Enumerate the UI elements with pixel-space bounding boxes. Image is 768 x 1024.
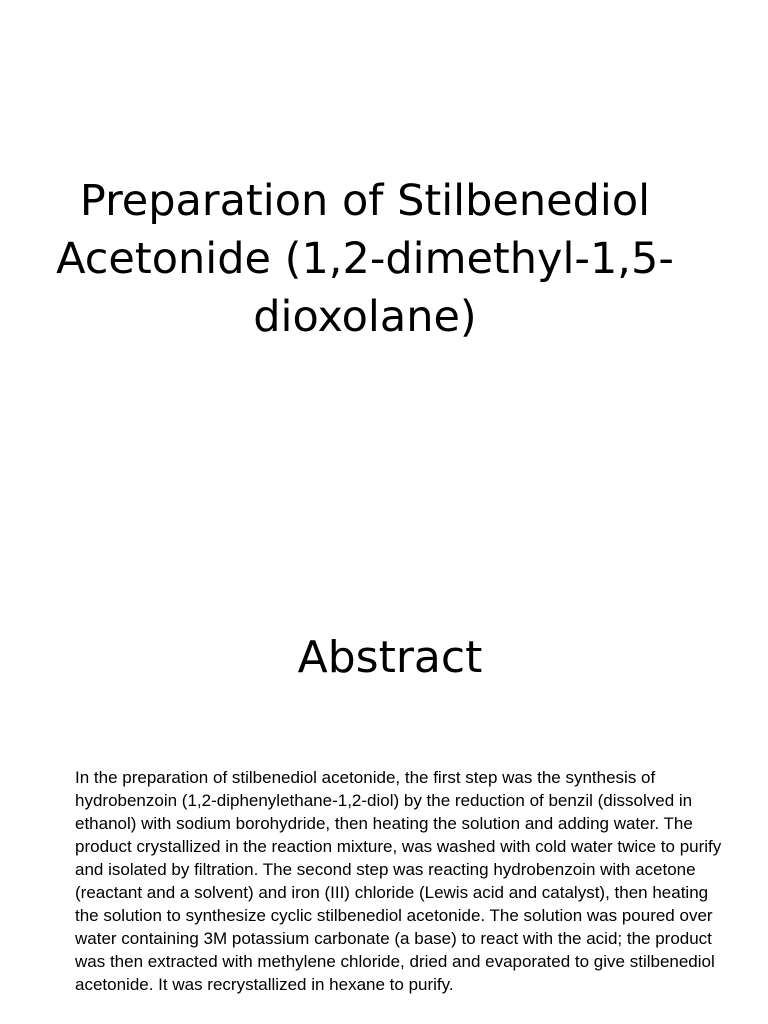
document-title: Preparation of Stilbenediol Acetonide (1,2-dimethyl-1,5-dioxolane) — [56, 176, 674, 342]
abstract-heading: Abstract — [297, 632, 483, 683]
abstract-text: In the preparation of stilbenediol acetonide, the first step was the synthesis of hydrobenzoin (1,2-diphenylethane-1,2-diol) by the reduction of benzil (dissolved in ethanol) with sodium borohydride, then heating the solution and adding water. The product crystallized in the reaction mixture, was washed with cold water twice to purify and isolated by filtration. The second step was reacting hydrobenzoin with acetone (reactant and a solvent) and iron (III) chloride (Lewis acid and catalyst), then heating the solution to synthesize cyclic stilbenediol acetonide. The solution was poured over water containing 3M potassium carbonate (a base) to react with the acid; the product was then extracted with methylene chloride, dried and evaporated to give stilbenediol acetonide. It was recrystallized in hexane to purify. — [75, 768, 722, 994]
